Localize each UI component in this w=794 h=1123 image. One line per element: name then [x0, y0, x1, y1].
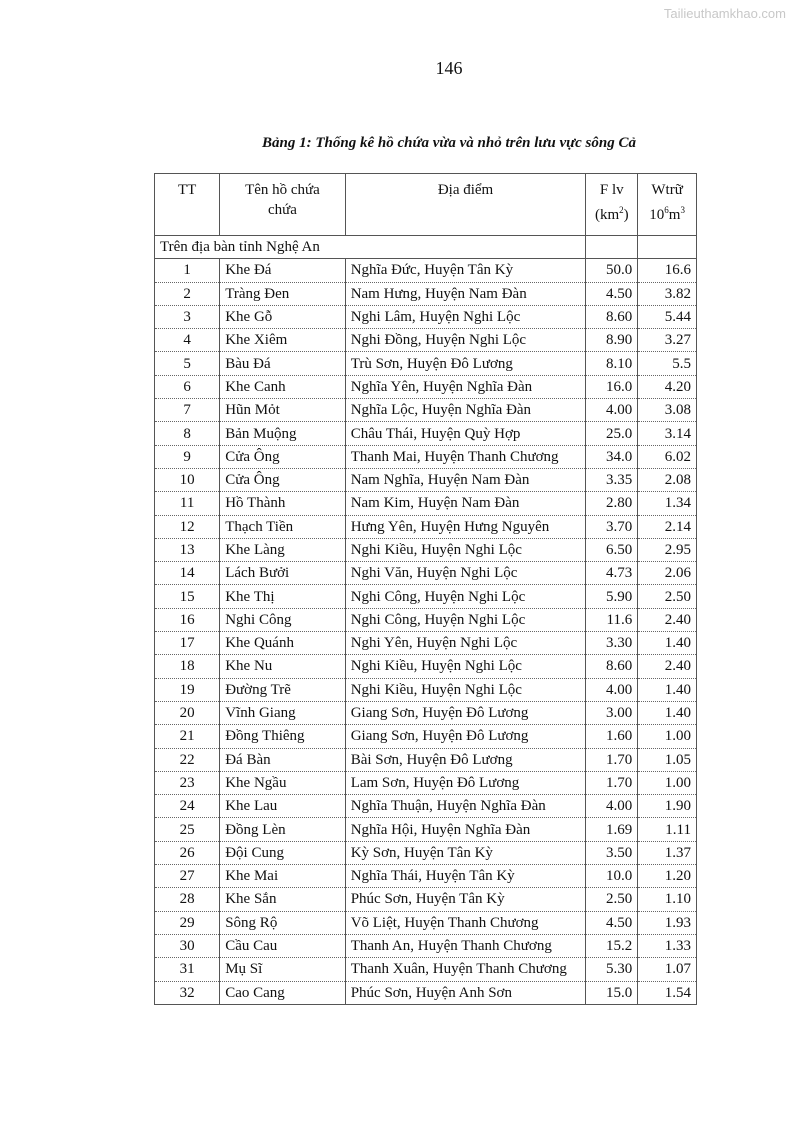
- catchment-area: 4.73: [586, 562, 638, 585]
- table-row: [155, 818, 697, 841]
- table-header-row: [155, 174, 697, 236]
- storage-volume: 3.14: [638, 422, 697, 445]
- reservoir-name: Đội Cung: [220, 841, 345, 864]
- location: Nghi Lâm, Huyện Nghi Lộc: [345, 305, 586, 328]
- location: Thanh Mai, Huyện Thanh Chương: [345, 445, 586, 468]
- catchment-area: 1.69: [586, 818, 638, 841]
- location: Nam Kim, Huyện Nam Đàn: [345, 492, 586, 515]
- catchment-area: 1.70: [586, 771, 638, 794]
- location: Nghi Kiều, Huyện Nghi Lộc: [345, 678, 586, 701]
- row-number: 17: [155, 632, 220, 655]
- location: Nghi Kiều, Huyện Nghi Lộc: [345, 538, 586, 561]
- table-row: [155, 911, 697, 934]
- location: Nghi Đồng, Huyện Nghi Lộc: [345, 329, 586, 352]
- catchment-area: 2.50: [586, 888, 638, 911]
- table-row: [155, 562, 697, 585]
- location: Nghi Yên, Huyện Nghi Lộc: [345, 632, 586, 655]
- header-f-close: ): [623, 207, 629, 223]
- row-number: 12: [155, 515, 220, 538]
- table-row: [155, 841, 697, 864]
- catchment-area: 8.60: [586, 305, 638, 328]
- reservoir-name: Khe Làng: [220, 538, 345, 561]
- location: Nghĩa Đức, Huyện Tân Kỳ: [345, 259, 586, 282]
- storage-volume: 1.54: [638, 981, 697, 1004]
- header-name: [220, 174, 345, 236]
- location: Phúc Sơn, Huyện Anh Sơn: [345, 981, 586, 1004]
- table-row: [155, 748, 697, 771]
- row-number: 27: [155, 865, 220, 888]
- catchment-area: 8.90: [586, 329, 638, 352]
- table-row: [155, 771, 697, 794]
- storage-volume: 2.06: [638, 562, 697, 585]
- storage-volume: 1.20: [638, 865, 697, 888]
- storage-volume: 1.90: [638, 795, 697, 818]
- row-number: 9: [155, 445, 220, 468]
- location: Nghi Công, Huyện Nghi Lộc: [345, 608, 586, 631]
- row-number: 19: [155, 678, 220, 701]
- catchment-area: 15.0: [586, 981, 638, 1004]
- row-number: 15: [155, 585, 220, 608]
- storage-volume: 5.44: [638, 305, 697, 328]
- location: Châu Thái, Huyện Quỳ Hợp: [345, 422, 586, 445]
- reservoir-name: Đá Bàn: [220, 748, 345, 771]
- table-row: [155, 329, 697, 352]
- reservoir-name: Cửa Ông: [220, 445, 345, 468]
- table-caption: Bảng 1: Thống kê hồ chứa vừa và nhỏ trên lưu vực sông Cả: [262, 135, 636, 151]
- table-row: [155, 305, 697, 328]
- storage-volume: 1.34: [638, 492, 697, 515]
- catchment-area: 5.90: [586, 585, 638, 608]
- location: Nghĩa Thái, Huyện Tân Kỳ: [345, 865, 586, 888]
- location: Nghĩa Yên, Huyện Nghĩa Đàn: [345, 375, 586, 398]
- storage-volume: 1.40: [638, 678, 697, 701]
- table-row: [155, 865, 697, 888]
- row-number: 25: [155, 818, 220, 841]
- table-row: [155, 981, 697, 1004]
- reservoir-name: Khe Sắn: [220, 888, 345, 911]
- table-row: [155, 655, 697, 678]
- storage-volume: 2.40: [638, 655, 697, 678]
- storage-volume: 1.33: [638, 934, 697, 957]
- table-row: [155, 958, 697, 981]
- empty-cell: [638, 236, 697, 259]
- storage-volume: 3.82: [638, 282, 697, 305]
- location: Nam Hưng, Huyện Nam Đàn: [345, 282, 586, 305]
- row-number: 5: [155, 352, 220, 375]
- page-number: 146: [435, 58, 463, 78]
- row-number: 30: [155, 934, 220, 957]
- row-number: 8: [155, 422, 220, 445]
- reservoir-name: Khe Xiêm: [220, 329, 345, 352]
- empty-cell: [586, 236, 638, 259]
- reservoir-name: Bàu Đá: [220, 352, 345, 375]
- reservoir-name: Hũn Mỏt: [220, 399, 345, 422]
- storage-volume: 1.05: [638, 748, 697, 771]
- location: Võ Liệt, Huyện Thanh Chương: [345, 911, 586, 934]
- row-number: 14: [155, 562, 220, 585]
- row-number: 29: [155, 911, 220, 934]
- header-f-label: F lv: [599, 182, 624, 198]
- catchment-area: 4.00: [586, 399, 638, 422]
- reservoir-name: Nghi Công: [220, 608, 345, 631]
- storage-volume: 6.02: [638, 445, 697, 468]
- reservoir-name: Vĩnh Giang: [220, 701, 345, 724]
- catchment-area: 34.0: [586, 445, 638, 468]
- row-number: 31: [155, 958, 220, 981]
- catchment-area: 16.0: [586, 375, 638, 398]
- row-number: 16: [155, 608, 220, 631]
- catchment-area: 4.50: [586, 911, 638, 934]
- storage-volume: 1.11: [638, 818, 697, 841]
- catchment-area: 2.80: [586, 492, 638, 515]
- table-row: [155, 632, 697, 655]
- location: Kỳ Sơn, Huyện Tân Kỳ: [345, 841, 586, 864]
- table-row: [155, 795, 697, 818]
- section-label: Trên địa bàn tỉnh Nghệ An: [155, 236, 586, 259]
- header-w-sup2: 3: [680, 205, 685, 215]
- header-name-text: Tên hồ chứa chứa: [245, 182, 320, 218]
- catchment-area: 4.00: [586, 795, 638, 818]
- location: Bài Sơn, Huyện Đô Lương: [345, 748, 586, 771]
- storage-volume: 2.50: [638, 585, 697, 608]
- row-number: 20: [155, 701, 220, 724]
- reservoir-name: Đồng Lèn: [220, 818, 345, 841]
- catchment-area: 25.0: [586, 422, 638, 445]
- header-tt: TT: [155, 174, 220, 236]
- reservoir-name: Đồng Thiêng: [220, 725, 345, 748]
- reservoir-name: Cầu Cau: [220, 934, 345, 957]
- storage-volume: 2.40: [638, 608, 697, 631]
- table-row: [155, 934, 697, 957]
- location: Nghĩa Thuận, Huyện Nghĩa Đàn: [345, 795, 586, 818]
- header-w-label: Wtrữ: [651, 182, 683, 198]
- catchment-area: 1.70: [586, 748, 638, 771]
- reservoir-name: Khe Gỗ: [220, 305, 345, 328]
- table-row: [155, 678, 697, 701]
- catchment-area: 10.0: [586, 865, 638, 888]
- storage-volume: 1.10: [638, 888, 697, 911]
- storage-volume: 4.20: [638, 375, 697, 398]
- table-row: [155, 375, 697, 398]
- reservoir-name: Sông Rộ: [220, 911, 345, 934]
- location: Nam Nghĩa, Huyện Nam Đàn: [345, 468, 586, 491]
- table-row: [155, 492, 697, 515]
- table-row: [155, 538, 697, 561]
- storage-volume: 3.08: [638, 399, 697, 422]
- catchment-area: 3.00: [586, 701, 638, 724]
- row-number: 21: [155, 725, 220, 748]
- table-row: [155, 585, 697, 608]
- row-number: 24: [155, 795, 220, 818]
- row-number: 1: [155, 259, 220, 282]
- location: Thanh Xuân, Huyện Thanh Chương: [345, 958, 586, 981]
- table-row: [155, 515, 697, 538]
- storage-volume: 5.5: [638, 352, 697, 375]
- reservoir-name: Mụ Sĩ: [220, 958, 345, 981]
- reservoir-name: Tràng Đen: [220, 282, 345, 305]
- reservoir-table: [154, 173, 697, 1005]
- storage-volume: 2.08: [638, 468, 697, 491]
- watermark: Tailieuthamkhao.com: [663, 6, 786, 21]
- catchment-area: 8.10: [586, 352, 638, 375]
- table-row: [155, 259, 697, 282]
- reservoir-name: Khe Quánh: [220, 632, 345, 655]
- row-number: 11: [155, 492, 220, 515]
- location: Giang Sơn, Huyện Đô Lương: [345, 725, 586, 748]
- table-row: [155, 468, 697, 491]
- table-row: [155, 888, 697, 911]
- row-number: 32: [155, 981, 220, 1004]
- storage-volume: 1.40: [638, 632, 697, 655]
- header-f-sup: 2: [619, 205, 624, 215]
- location: Thanh An, Huyện Thanh Chương: [345, 934, 586, 957]
- reservoir-name: Khe Nu: [220, 655, 345, 678]
- catchment-area: 3.70: [586, 515, 638, 538]
- location: Nghi Văn, Huyện Nghi Lộc: [345, 562, 586, 585]
- row-number: 23: [155, 771, 220, 794]
- storage-volume: 1.93: [638, 911, 697, 934]
- storage-volume: 3.27: [638, 329, 697, 352]
- storage-volume: 16.6: [638, 259, 697, 282]
- header-f: [586, 174, 638, 236]
- section-row: [155, 236, 697, 259]
- catchment-area: 3.35: [586, 468, 638, 491]
- reservoir-name: Khe Lau: [220, 795, 345, 818]
- table-row: [155, 399, 697, 422]
- row-number: 3: [155, 305, 220, 328]
- catchment-area: 8.60: [586, 655, 638, 678]
- reservoir-name: Khe Mai: [220, 865, 345, 888]
- location: Lam Sơn, Huyện Đô Lương: [345, 771, 586, 794]
- row-number: 4: [155, 329, 220, 352]
- catchment-area: 3.50: [586, 841, 638, 864]
- catchment-area: 11.6: [586, 608, 638, 631]
- location: Hưng Yên, Huyện Hưng Nguyên: [345, 515, 586, 538]
- location: Phúc Sơn, Huyện Tân Kỳ: [345, 888, 586, 911]
- location: Nghi Kiều, Huyện Nghi Lộc: [345, 655, 586, 678]
- storage-volume: 2.95: [638, 538, 697, 561]
- row-number: 18: [155, 655, 220, 678]
- storage-volume: 1.00: [638, 771, 697, 794]
- header-f-unit: (km: [594, 207, 620, 223]
- catchment-area: 15.2: [586, 934, 638, 957]
- storage-volume: 1.37: [638, 841, 697, 864]
- catchment-area: 4.50: [586, 282, 638, 305]
- header-w-sup1: 6: [664, 205, 669, 215]
- storage-volume: 1.00: [638, 725, 697, 748]
- table-row: [155, 608, 697, 631]
- reservoir-name: Bản Muộng: [220, 422, 345, 445]
- storage-volume: 1.40: [638, 701, 697, 724]
- catchment-area: 5.30: [586, 958, 638, 981]
- table-row: [155, 701, 697, 724]
- header-w-unit1: 10: [649, 207, 665, 223]
- row-number: 6: [155, 375, 220, 398]
- reservoir-name: Khe Đá: [220, 259, 345, 282]
- reservoir-name: Lách Bưởi: [220, 562, 345, 585]
- row-number: 28: [155, 888, 220, 911]
- reservoir-name: Hồ Thành: [220, 492, 345, 515]
- reservoir-name: Thạch Tiền: [220, 515, 345, 538]
- catchment-area: 4.00: [586, 678, 638, 701]
- location: Nghi Công, Huyện Nghi Lộc: [345, 585, 586, 608]
- reservoir-name: Khe Ngầu: [220, 771, 345, 794]
- row-number: 2: [155, 282, 220, 305]
- reservoir-name: Cao Cang: [220, 981, 345, 1004]
- location: Giang Sơn, Huyện Đô Lương: [345, 701, 586, 724]
- row-number: 26: [155, 841, 220, 864]
- location: Nghĩa Hội, Huyện Nghĩa Đàn: [345, 818, 586, 841]
- storage-volume: 2.14: [638, 515, 697, 538]
- table-row: [155, 352, 697, 375]
- header-w-unit2: m: [668, 207, 681, 223]
- header-location: Địa điểm: [345, 174, 586, 236]
- reservoir-name: Khe Thị: [220, 585, 345, 608]
- table-row: [155, 422, 697, 445]
- catchment-area: 1.60: [586, 725, 638, 748]
- table-row: [155, 282, 697, 305]
- row-number: 10: [155, 468, 220, 491]
- storage-volume: 1.07: [638, 958, 697, 981]
- reservoir-name: Cửa Ông: [220, 468, 345, 491]
- reservoir-name: Đường Trẽ: [220, 678, 345, 701]
- reservoir-name: Khe Canh: [220, 375, 345, 398]
- location: Nghĩa Lộc, Huyện Nghĩa Đàn: [345, 399, 586, 422]
- row-number: 7: [155, 399, 220, 422]
- row-number: 13: [155, 538, 220, 561]
- catchment-area: 6.50: [586, 538, 638, 561]
- catchment-area: 3.30: [586, 632, 638, 655]
- table-row: [155, 445, 697, 468]
- header-w: [638, 174, 697, 236]
- row-number: 22: [155, 748, 220, 771]
- table-row: [155, 725, 697, 748]
- location: Trù Sơn, Huyện Đô Lương: [345, 352, 586, 375]
- catchment-area: 50.0: [586, 259, 638, 282]
